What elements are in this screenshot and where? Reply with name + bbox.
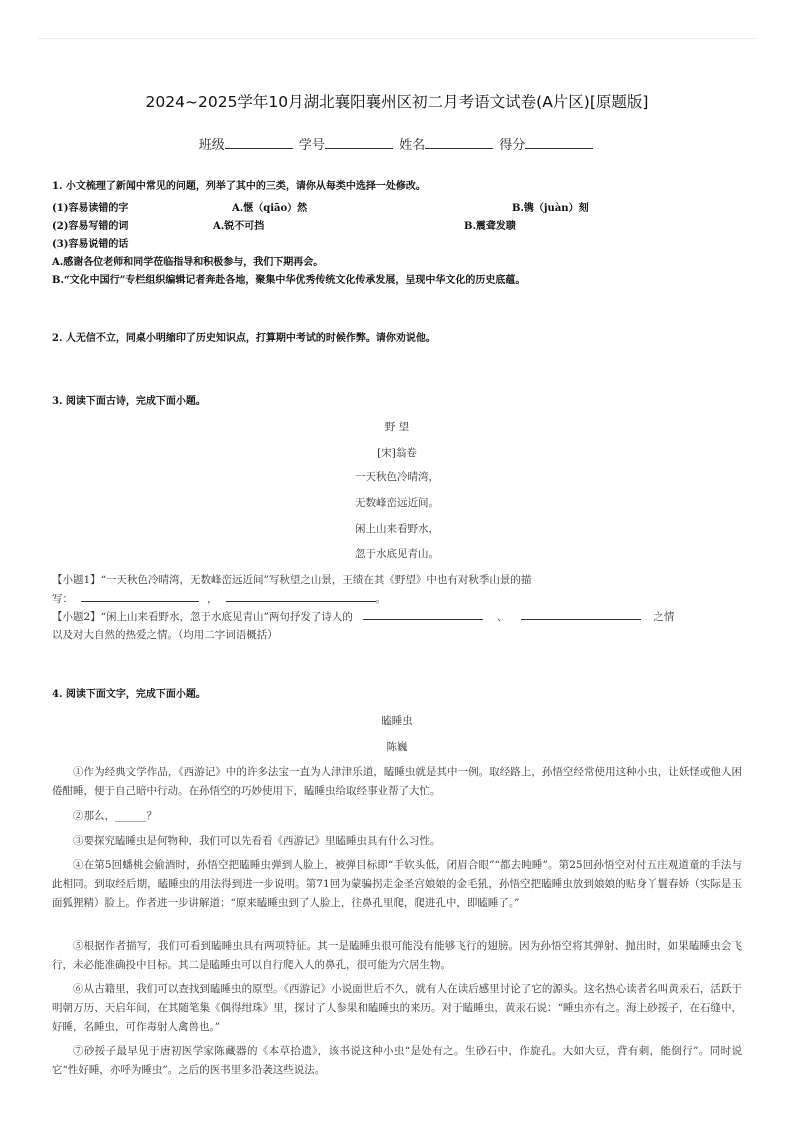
- q1-cat2-a: A.锐不可挡: [213, 221, 265, 232]
- article-author: 陈巍: [386, 741, 408, 753]
- q3-sub1-blanks: [52, 590, 386, 606]
- q3-sub1-end: 。: [375, 593, 386, 605]
- q3-sub2-end: 之情: [653, 611, 675, 623]
- score-field[interactable]: [525, 136, 593, 149]
- q3-sub2-line: [52, 608, 674, 624]
- q1-cat2: (2)容易写错的词: [52, 221, 129, 232]
- class-field[interactable]: [225, 136, 293, 149]
- article-paragraph: ③要探究瞌睡虫是何物种，我们可以先看看《西游记》里瞌睡虫具有什么习性。: [73, 835, 441, 847]
- q1-cat3: (3)容易说错的话: [52, 239, 129, 250]
- student-info: [0, 134, 794, 153]
- q3-sub2-blank-2[interactable]: [521, 608, 641, 620]
- id-label: 学号: [298, 138, 325, 153]
- top-divider: [38, 38, 756, 39]
- q1-cat2-b: B.震聋发聩: [464, 221, 516, 232]
- q3-sub2-blank-1[interactable]: [363, 608, 483, 620]
- score-label: 得分: [499, 138, 526, 153]
- article-paragraph: ②那么，______？: [73, 810, 157, 822]
- article-paragraph: ④在第5回蟠桃会偷酒时，孙悟空把瞌睡虫弹到人脸上，被弹目标即“手软头低，闭眉合眼”“都去盹睡”。第25回孙悟空对付五庄观道童的手法与此相同。到取经后期，瞌睡虫的用法得到进一步说明。第71回为蒙骗拐走金圣宫娘娘的金毛犼，孙悟空把瞌睡虫放到娘娘的贴身丫鬟春娇（实际是玉面狐狸精）脸上。作者进一步讲解道：“原来瞌睡虫到了人脸上，往鼻孔里爬，爬进孔中，即瞌睡了。”: [52, 859, 742, 909]
- poem-line: 一天秋色冷晴湾，: [355, 471, 439, 483]
- q1-cat1: (1)容易读错的字: [52, 203, 129, 214]
- q1-cat3-a: A.感谢各位老师和同学莅临指导和积极参与，我们下期再会。: [52, 257, 324, 268]
- id-field[interactable]: [325, 136, 393, 149]
- q3-sub2-text: 【小题2】“闲上山来看野水，忽于水底见青山”两句抒发了诗人的: [52, 611, 353, 623]
- poem-line: 无数峰峦远近间。: [355, 497, 439, 509]
- class-label: 班级: [198, 138, 225, 153]
- poem-author: [宋]翁卷: [377, 447, 417, 459]
- q3-sub1-text: 【小题1】“一天秋色冷晴湾，无数峰峦远近间”写秋望之山景，王绩在其《野望》中也有对秋季山景的描: [52, 574, 532, 586]
- q3-sub1-sep: ，: [207, 593, 218, 605]
- q1-stem: 1. 小文梳理了新闻中常见的问题，列举了其中的三类，请你从每类中选择一处修改。: [52, 181, 426, 192]
- article-paragraph: ①作为经典文学作品，《西游记》中的许多法宝一直为人津津乐道，瞌睡虫就是其中一例。取经路上，孙悟空经常使用这种小虫，让妖怪或他人困倦酣睡，便于自己暗中行动。在孙悟空的巧妙使用下，瞌睡虫给取经事业帮了大忙。: [52, 766, 742, 797]
- poem-line: 闲上山来看野水，: [355, 523, 439, 535]
- q3-stem: 3. 阅读下面古诗，完成下面小题。: [52, 396, 206, 407]
- q4-stem: 4. 阅读下面文字，完成下面小题。: [52, 689, 206, 700]
- q3-sub1-blank-2[interactable]: [226, 590, 376, 602]
- name-label: 姓名: [399, 138, 426, 153]
- article-paragraph: ⑥从古籍里，我们可以查找到瞌睡虫的原型。《西游记》小说面世后不久，就有人在读后感里讨论了它的源头。这名热心读者名叫黄汞石，活跃于明朝万历、天启年间，在其随笔集《偶得绀珠》里，探讨了人参果和瞌睡虫的来历。对于瞌睡虫，黄汞石说：“睡虫亦有之。海上砂挼子，在石缝中，好睡，名睡虫，可作毒射人禽兽也。”: [52, 983, 742, 1033]
- q2-stem: 2. 人无信不立，同桌小明缩印了历史知识点，打算期中考试的时候作弊。请你劝说他。: [52, 333, 436, 344]
- page-title: 2024~2025学年10月湖北襄阳襄州区初二月考语文试卷(A片区)[原题版]: [145, 93, 649, 111]
- article-paragraph: ⑤根据作者描写，我们可看到瞌睡虫具有两项特征。其一是瞌睡虫很可能没有能够飞行的翅膀。因为孙悟空将其弹射、抛出时，如果瞌睡虫会飞行，未必能准确投中目标。其二是瞌睡虫可以自行爬入人的鼻孔，很可能为穴居生物。: [52, 940, 742, 971]
- q1-cat3-b: B.“文化中国行”专栏组织编辑记者奔赴各地，聚集中华优秀传统文化传承发展，呈现中华文化的历史底蕴。: [52, 275, 526, 286]
- article-paragraph: ⑦砂挼子最早见于唐初医学家陈藏器的《本草拾遗》，该书说这种小虫“是处有之。生砂石中，作旋孔。大如大豆，背有刺，能倒行”。同时说它“性好睡，亦呼为睡虫”。之后的医书里多沿袭这些说法。: [52, 1045, 742, 1076]
- q1-cat1-b: B.镌（juàn）刻: [512, 203, 589, 214]
- article-title: 瞌睡虫: [381, 715, 413, 727]
- q3-sub2-cont: 以及对大自然的热爱之情。（均用二字词语概括）: [52, 629, 278, 641]
- poem-title: 野 望: [384, 421, 410, 433]
- name-field[interactable]: [425, 136, 493, 149]
- q3-sub2-sep: 、: [496, 611, 508, 623]
- q3-sub1-label: 写：: [52, 593, 73, 605]
- q1-cat1-a: A.惬（qiāo）然: [232, 203, 308, 214]
- q3-sub1-blank-1[interactable]: [81, 590, 199, 602]
- poem-line: 忽于水底见青山。: [355, 548, 439, 560]
